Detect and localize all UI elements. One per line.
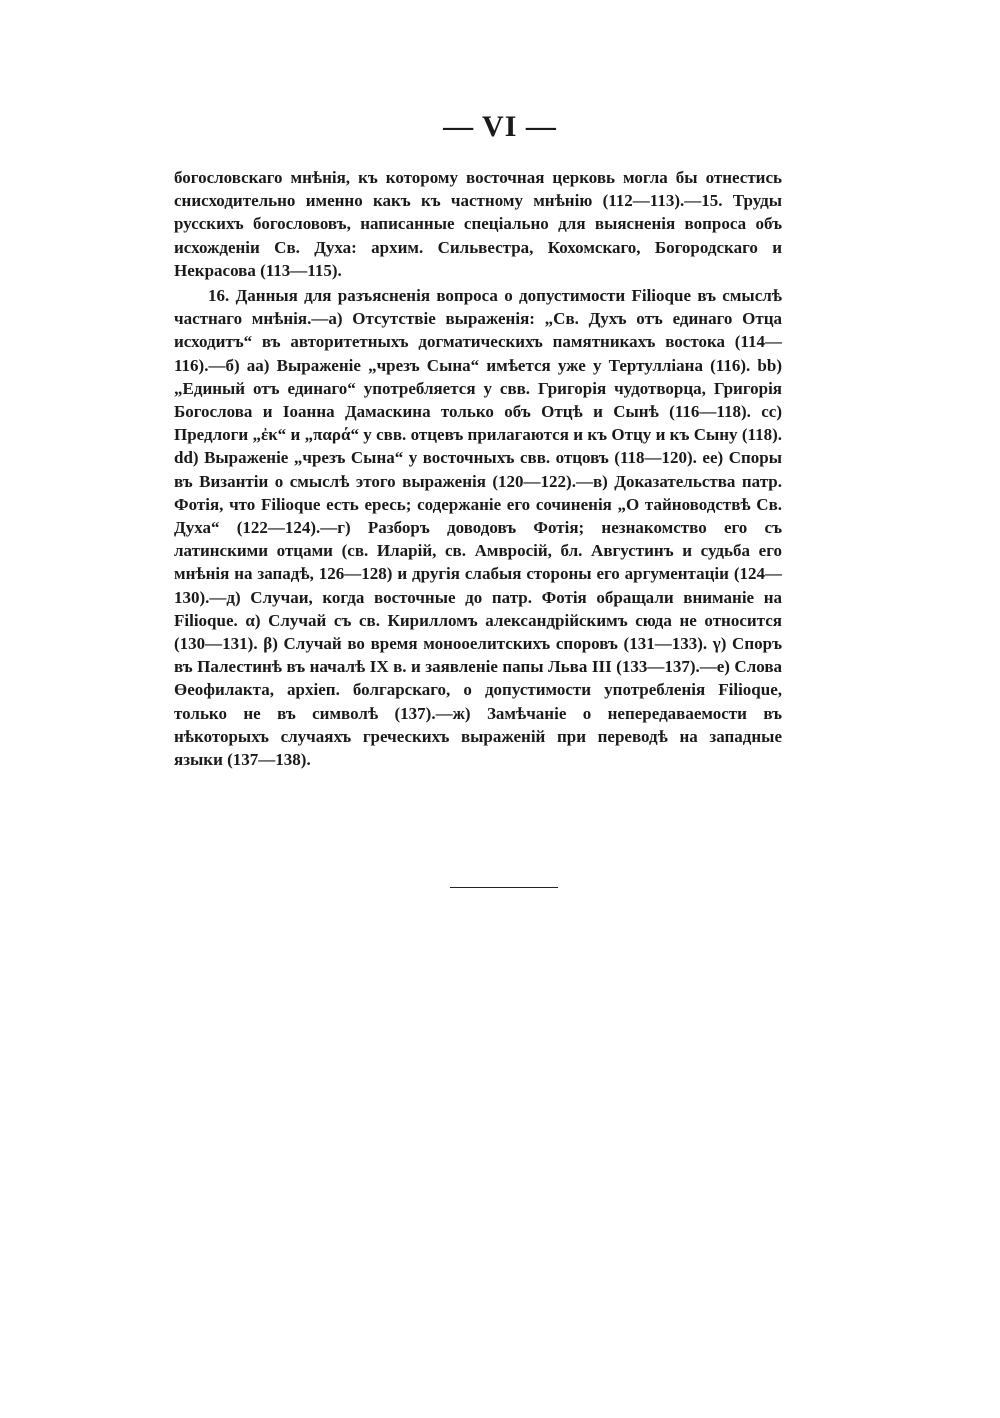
paragraph-continuation: богословскаго мнѣнія, къ которому восточная церковь могла бы отнестись снисходительно именно какъ къ частному мнѣнію (112—113).—15. Труды русскихъ богослововъ, написанные спеціально для выясненія вопроса объ исхожденіи Св. Духа: архим. Сильвестра, Кохомскаго, Богородскаго и Некрасова (113—115). <box>174 168 782 280</box>
page-number: — VI — <box>443 110 557 143</box>
end-divider-line <box>450 887 558 888</box>
paragraph-section-16: 16. Данныя для разъясненія вопроса о допустимости Filioque въ смыслѣ частнаго мнѣнія.—а) Отсутствіе выраженія: „Св. Духъ отъ единаго Отца исходитъ“ въ авторитетныхъ догматическихъ памятникахъ востока (114—116).—б) аа) Выраженіе „чрезъ Сына“ имѣется уже у Тертулліана (116). bb) „Единый отъ единаго“ употребляется у свв. Григорія чудотворца, Григорія Богослова и Іоанна Дамаскина только объ Отцѣ и Сынѣ (116—118). сс) Предлоги „ἐκ“ и „παρά“ у свв. отцевъ прилагаются и къ Отцу и къ Сыну (118). dd) Выраженіе „чрезъ Сына“ у восточныхъ свв. отцовъ (118—120). ее) Споры въ Византіи о смыслѣ этого выраженія (120—122).—в) Доказательства патр. Фотія, что Filioque есть ересь; содержаніе его сочиненія „О тайноводствѣ Св. Духа“ (122—124).—г) Разборъ доводовъ Фотія; незнакомство его съ латинскими отцами (св. Иларій, св. Амвросій, бл. Августинъ и судьба его мнѣнія на западѣ, 126—128) и другія слабыя стороны его аргументаціи (124—130).—д) Случаи, когда восточные до патр. Фотія обращали вниманіе на Filioque. α) Случай съ св. Кирилломъ александрійскимъ сюда не относится (130—131). β) Случай во время монооелитскихъ споровъ (131—133). γ) Споръ въ Палестинѣ въ началѣ IX в. и заявленіе папы Льва III (133—137).—е) Слова Өеофилакта, архіеп. болгарскаго, о допустимости употребленія Filioque, только не въ символѣ (137).—ж) Замѣчаніе о непередаваемости въ нѣкоторыхъ случаяхъ греческихъ выраженій при переводѣ на западные языки (137—138). <box>174 286 782 770</box>
table-of-contents-text <box>174 166 782 771</box>
